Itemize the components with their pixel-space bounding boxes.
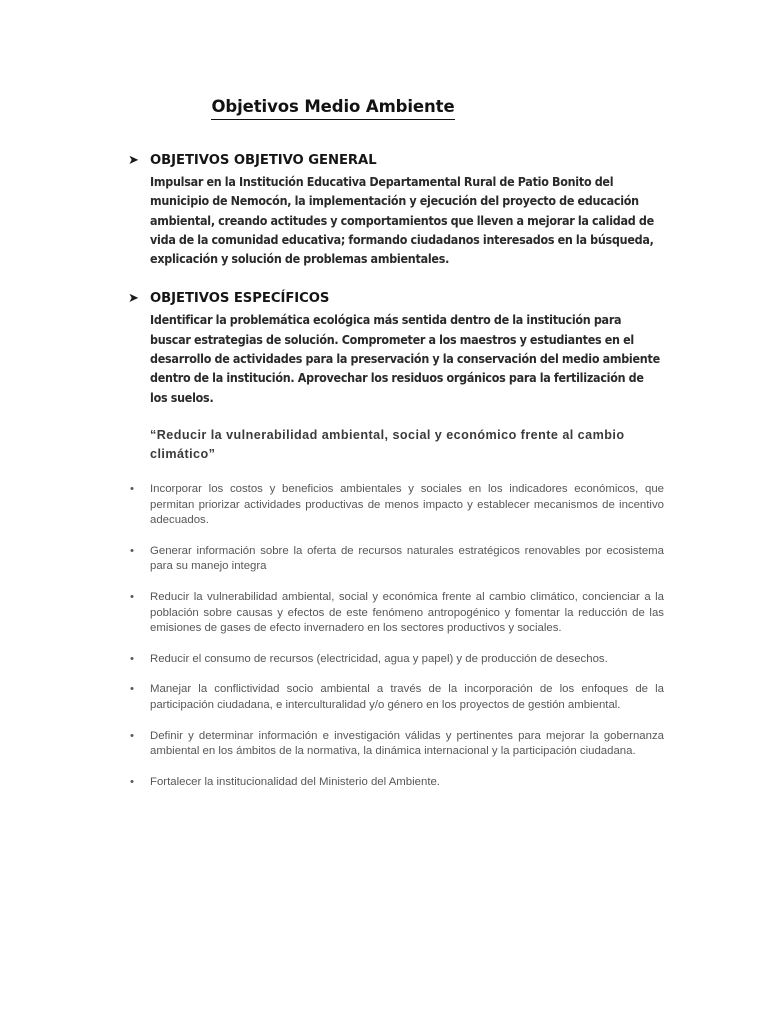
list-item bbox=[128, 652, 664, 668]
arrow-bullet-icon: ➤ bbox=[128, 153, 139, 168]
list-item-text: Incorporar los costos y beneficios ambientales y sociales en los indicadores económicos, que permitan priorizar actividades productivas de menos impacto y establecer mecanismos de incentivo adecuados. bbox=[150, 482, 664, 527]
arrow-bullet-icon: ➤ bbox=[128, 291, 139, 307]
list-item-text: Fortalecer la institucionalidad del Ministerio del Ambiente. bbox=[150, 775, 440, 788]
page-title: Objetivos Medio Ambiente bbox=[211, 97, 454, 120]
document-body bbox=[128, 152, 664, 790]
list-item bbox=[128, 544, 664, 575]
section-heading-objetivo-general: OBJETIVOS OBJETIVO GENERAL bbox=[150, 153, 377, 168]
quote-slogan: “Reducir la vulnerabilidad ambiental, social y económico frente al cambio climático” bbox=[150, 427, 625, 462]
list-item bbox=[128, 590, 664, 637]
round-bullet-icon: • bbox=[130, 652, 134, 665]
objectives-bullet-list bbox=[128, 482, 664, 790]
round-bullet-icon: • bbox=[130, 590, 134, 603]
list-item bbox=[128, 682, 664, 713]
section-objetivo-general bbox=[128, 152, 664, 268]
round-bullet-icon: • bbox=[130, 482, 134, 495]
list-item-text: Reducir la vulnerabilidad ambiental, social y económica frente al cambio climático, concienciar a la población sobre causas y efectos de este fenómeno antropogénico y fomentar la reducción de las emisiones de gases de efecto invernadero en los sectores productivos y sociales. bbox=[150, 590, 664, 635]
section-paragraph-objetivo-general: Impulsar en la Institución Educativa Departamental Rural de Patio Bonito del municipio de Nemocón, la implementación y ejecución del proyecto de educación ambiental, creando actitudes y comportamientos que lleven a mejorar la calidad de vida de la comunidad educativa; formando ciudadanos interesados en la búsqueda, explicación y solución de problemas ambientales. bbox=[150, 174, 654, 267]
list-item-text: Manejar la conflictividad socio ambiental a través de la incorporación de los enfoques de la participación ciudadana, e interculturalidad y/o género en los proyectos de gestión ambiental. bbox=[150, 683, 664, 711]
list-item-text: Generar información sobre la oferta de recursos naturales estratégicos renovables por ecosistema para su manejo integra bbox=[150, 544, 664, 573]
list-item bbox=[128, 775, 664, 791]
list-item bbox=[128, 729, 664, 760]
list-item-text: Reducir el consumo de recursos (electricidad, agua y papel) y de producción de desechos. bbox=[150, 652, 608, 665]
section-heading-objetivos-especificos: OBJETIVOS ESPECÍFICOS bbox=[150, 291, 330, 307]
round-bullet-icon: • bbox=[130, 544, 134, 557]
page-title-container bbox=[0, 86, 666, 131]
round-bullet-icon: • bbox=[130, 775, 134, 788]
list-item-text: Definir y determinar información e investigación válidas y pertinentes para mejorar la gobernanza ambiental en los ámbitos de la normativa, la dinámica internacional y la participación ciudadana. bbox=[150, 729, 664, 758]
round-bullet-icon: • bbox=[130, 729, 134, 742]
section-paragraph-objetivos-especificos: Identificar la problemática ecológica más sentida dentro de la institución para buscar estrategias de solución. Comprometer a los maestros y estudiantes en el desarrollo de actividades para la preservación y la conservación del medio ambiente dentro de la institución. Aprovechar los residuos orgánicos para la fertilización de los suelos. bbox=[150, 312, 660, 405]
section-objetivos-especificos bbox=[128, 290, 664, 406]
list-item bbox=[128, 482, 664, 529]
round-bullet-icon: • bbox=[130, 683, 134, 696]
